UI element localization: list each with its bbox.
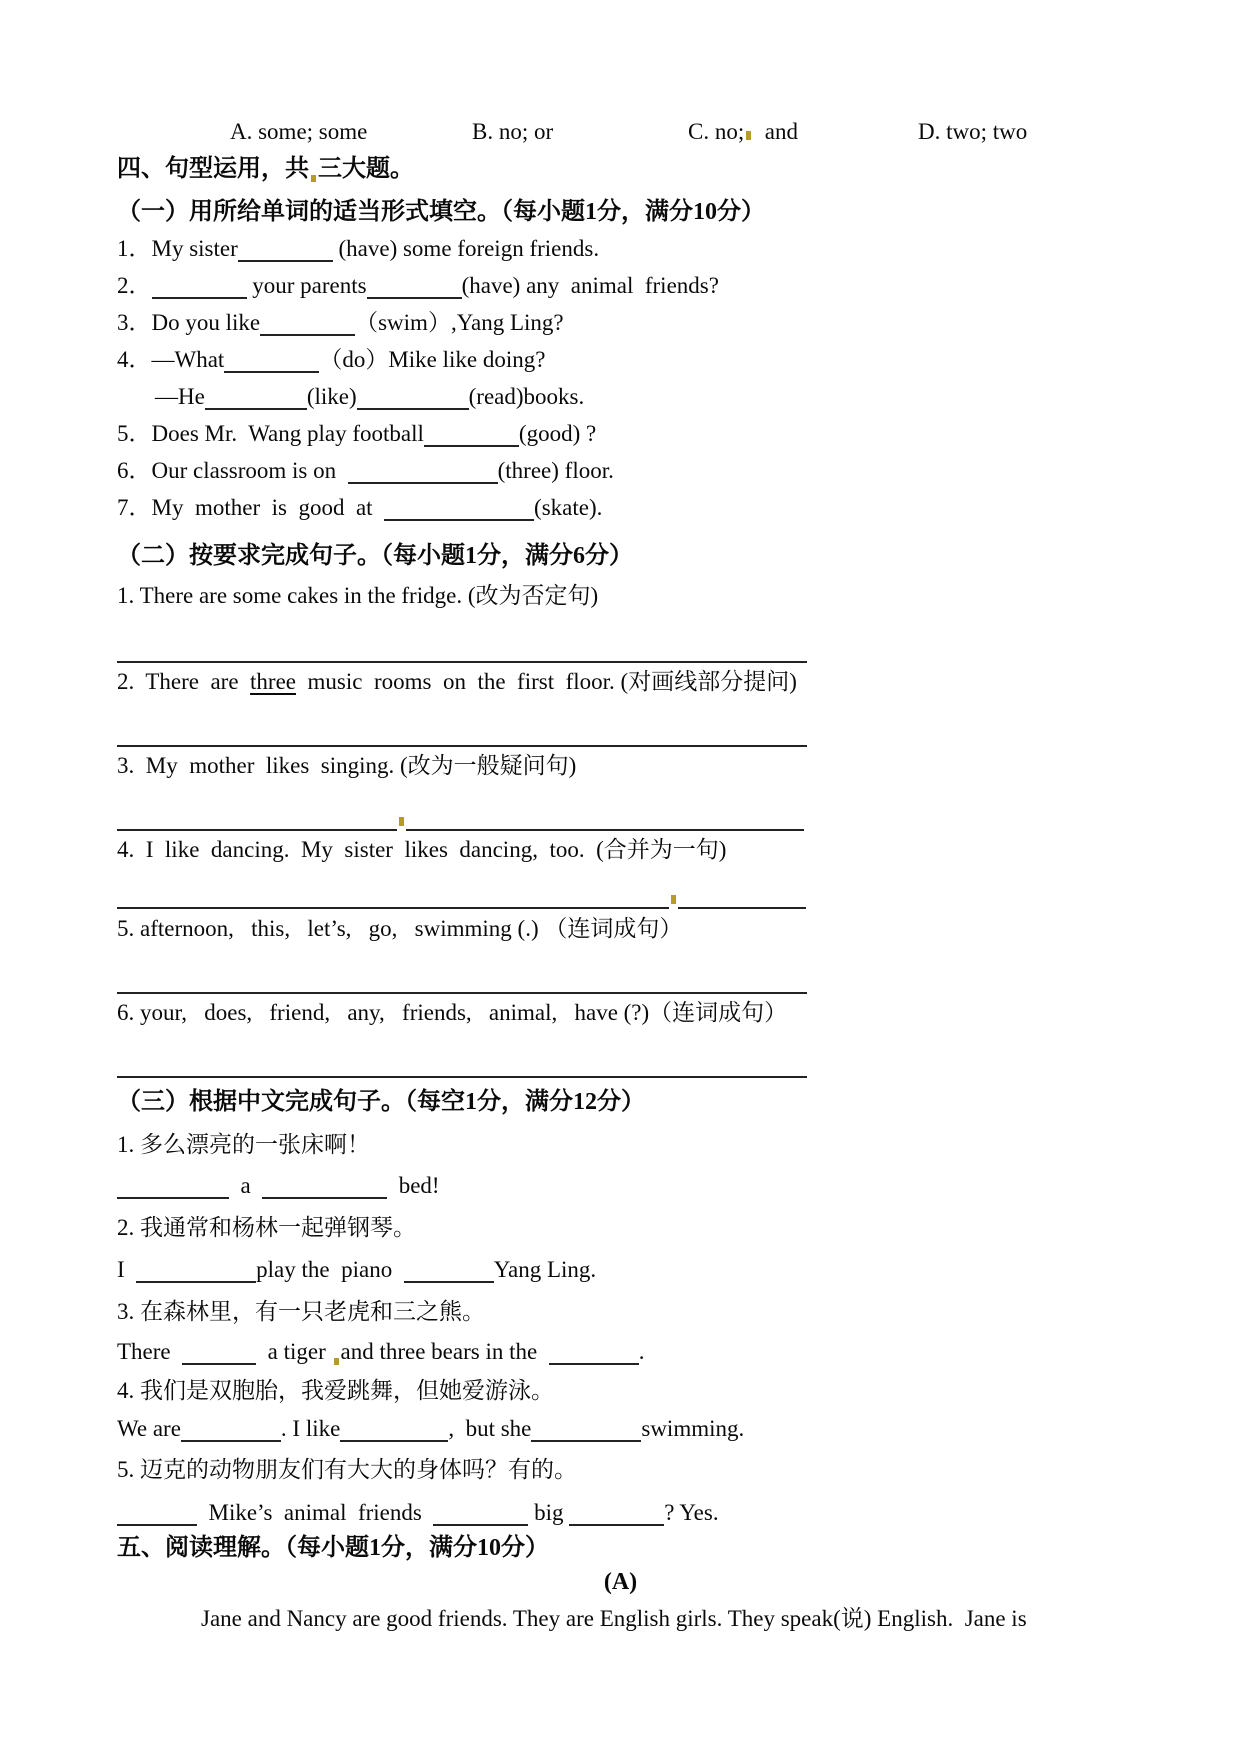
passage-first-line: Jane and Nancy are good friends. They are English girls. They speak(说) English. Jane is bbox=[201, 1606, 1027, 1631]
text-segment: Mike’s animal friends bbox=[197, 1500, 434, 1525]
answer-blank bbox=[406, 807, 804, 831]
answer-blank bbox=[238, 238, 333, 262]
answer-blank bbox=[384, 497, 534, 521]
rewrite-item-2 bbox=[117, 665, 1151, 699]
text-segment: We are bbox=[117, 1416, 181, 1441]
stray-mark bbox=[746, 131, 751, 140]
text-segment: 2. There are bbox=[117, 669, 251, 694]
text-segment: 6. your, does, friend, any, friends, animal, have (?)（连词成句） bbox=[117, 1000, 788, 1025]
text-segment: 3. My mother likes singing. (改为一般疑问句) bbox=[117, 753, 577, 778]
answer-blank bbox=[182, 1341, 256, 1365]
text-segment: ? Yes. bbox=[664, 1500, 719, 1525]
answer-blank bbox=[224, 349, 319, 373]
text-segment: 1．My sister bbox=[117, 236, 238, 261]
translate-prompt-4: 4. 我们是双胞胎，我爱跳舞，但她爱游泳。 bbox=[117, 1378, 554, 1403]
fill-item-4 bbox=[117, 343, 1151, 377]
section-four-heading bbox=[117, 152, 1151, 186]
answer-blank bbox=[117, 1502, 197, 1526]
answer-blank bbox=[117, 1175, 229, 1199]
text-segment: music rooms on the first floor. (对画线部分提问) bbox=[296, 669, 797, 694]
answer-blank bbox=[549, 1341, 639, 1365]
text-segment: C. no; bbox=[688, 119, 745, 144]
fill-item-2 bbox=[117, 269, 1151, 303]
text-segment: 2． bbox=[117, 273, 152, 298]
text-segment: （swim）,Yang Ling? bbox=[355, 310, 564, 335]
text-segment: 6．Our classroom is on bbox=[117, 458, 348, 483]
passage-label: (A) bbox=[603, 1569, 638, 1595]
answer-blank bbox=[678, 885, 806, 909]
text-segment: . bbox=[638, 1339, 645, 1364]
rewrite-item-5 bbox=[117, 912, 1151, 946]
stray-mark bbox=[671, 895, 676, 904]
translate-prompt-2: 2. 我通常和杨林一起弹钢琴。 bbox=[117, 1215, 416, 1240]
answer-blank bbox=[357, 386, 469, 410]
fill-item-5 bbox=[117, 417, 1151, 451]
text-segment: 四、句型运用，共 bbox=[117, 156, 309, 182]
text-segment: and three bears in the bbox=[340, 1339, 549, 1364]
text-segment: (skate). bbox=[534, 495, 603, 520]
text-segment: , but she bbox=[448, 1416, 532, 1441]
text-segment: bed! bbox=[387, 1173, 440, 1198]
answer-blank bbox=[531, 1418, 641, 1442]
answer-blank bbox=[433, 1502, 528, 1526]
answer-line-5 bbox=[117, 964, 1151, 998]
answer-blank bbox=[152, 275, 247, 299]
answer-line-1 bbox=[117, 633, 1151, 667]
translate-prompt-5: 5. 迈克的动物朋友们有大大的身体吗？有的。 bbox=[117, 1457, 577, 1482]
answer-blank bbox=[262, 1175, 387, 1199]
translate-prompt-1: 1. 多么漂亮的一张床啊！ bbox=[117, 1132, 370, 1157]
text-segment: and bbox=[753, 119, 798, 144]
text-segment: I bbox=[117, 1257, 137, 1282]
part-two-heading: （二）按要求完成句子。（每小题1分，满分6分） bbox=[117, 543, 633, 569]
text-segment: 1. There are some cakes in the fridge. (改为否定句) bbox=[117, 583, 599, 608]
text-segment: （do）Mike like doing? bbox=[319, 347, 546, 372]
text-segment: 7．My mother is good at bbox=[117, 495, 385, 520]
answer-blank bbox=[117, 807, 397, 831]
text-segment: (three) floor. bbox=[497, 458, 614, 483]
text-segment: —He bbox=[155, 384, 205, 409]
rewrite-item-3 bbox=[117, 749, 1151, 783]
answer-blank bbox=[117, 723, 807, 747]
text-segment: a bbox=[229, 1173, 263, 1198]
text-segment: 5. afternoon, this, let’s, go, swimming (.) （连词成句） bbox=[117, 916, 683, 941]
text-segment: . I like bbox=[280, 1416, 341, 1441]
translate-answer-3 bbox=[117, 1335, 1151, 1369]
answer-line-2 bbox=[117, 717, 1151, 751]
answer-blank bbox=[205, 386, 307, 410]
text-segment: swimming. bbox=[641, 1416, 745, 1441]
fill-item-3 bbox=[117, 306, 1151, 340]
stray-mark bbox=[399, 817, 404, 826]
text-segment: a tiger bbox=[256, 1339, 332, 1364]
stray-mark bbox=[334, 1358, 339, 1365]
translate-answer-5 bbox=[117, 1496, 1151, 1530]
answer-blank bbox=[117, 1054, 807, 1078]
answer-blank bbox=[367, 275, 462, 299]
text-segment: There bbox=[117, 1339, 183, 1364]
translate-prompt-3: 3. 在森林里，有一只老虎和三之熊。 bbox=[117, 1299, 485, 1324]
text-segment: three bbox=[250, 669, 297, 694]
fill-item-4-reply bbox=[155, 380, 1151, 414]
text-segment: (like) bbox=[306, 384, 357, 409]
answer-line-3 bbox=[117, 801, 1151, 835]
option-a: A. some; some bbox=[230, 119, 368, 144]
fill-item-6 bbox=[117, 454, 1151, 488]
fill-item-1 bbox=[117, 232, 1151, 266]
answer-blank bbox=[136, 1259, 256, 1283]
text-segment: Yang Ling. bbox=[493, 1257, 597, 1282]
text-segment: big bbox=[528, 1500, 570, 1525]
text-segment: your parents bbox=[246, 273, 367, 298]
fill-item-7 bbox=[117, 491, 1151, 525]
answer-blank bbox=[117, 885, 669, 909]
text-segment: (have) some foreign friends. bbox=[332, 236, 600, 261]
rewrite-item-4 bbox=[117, 833, 1151, 867]
answer-blank bbox=[260, 312, 355, 336]
text-segment: 4．—What bbox=[117, 347, 225, 372]
section-five-heading: 五、阅读理解。（每小题1分，满分10分） bbox=[117, 1535, 549, 1561]
part-three-heading: （三）根据中文完成句子。（每空1分，满分12分） bbox=[117, 1089, 645, 1115]
answer-blank bbox=[424, 423, 519, 447]
text-segment: (have) any animal friends? bbox=[461, 273, 719, 298]
choice-options-row bbox=[0, 115, 1241, 149]
option-c bbox=[688, 115, 798, 149]
text-segment: 5．Does Mr. Wang play football bbox=[117, 421, 424, 446]
answer-blank bbox=[181, 1418, 281, 1442]
text-segment: 三大题。 bbox=[318, 156, 414, 182]
answer-blank bbox=[340, 1418, 448, 1442]
answer-blank bbox=[117, 970, 807, 994]
option-b: B. no; or bbox=[472, 119, 554, 144]
rewrite-item-1 bbox=[117, 579, 1151, 613]
text-segment: 4. I like dancing. My sister likes dancing, too. (合并为一句) bbox=[117, 837, 727, 862]
option-d: D. two; two bbox=[918, 119, 1028, 144]
answer-line-6 bbox=[117, 1048, 1151, 1082]
rewrite-item-6 bbox=[117, 996, 1151, 1030]
text-segment: play the piano bbox=[256, 1257, 404, 1282]
answer-blank bbox=[348, 460, 498, 484]
part-one-heading: （一）用所给单词的适当形式填空。（每小题1分，满分10分） bbox=[117, 199, 765, 225]
answer-line-4 bbox=[117, 879, 1151, 913]
text-segment: 3．Do you like bbox=[117, 310, 261, 335]
answer-blank bbox=[117, 639, 807, 663]
translate-answer-1 bbox=[117, 1169, 1151, 1203]
translate-answer-4 bbox=[117, 1412, 1151, 1446]
answer-blank bbox=[569, 1502, 664, 1526]
answer-blank bbox=[404, 1259, 494, 1283]
text-segment: (good) ? bbox=[518, 421, 597, 446]
stray-mark bbox=[311, 175, 316, 182]
text-segment: (read)books. bbox=[468, 384, 585, 409]
translate-answer-2 bbox=[117, 1253, 1151, 1287]
